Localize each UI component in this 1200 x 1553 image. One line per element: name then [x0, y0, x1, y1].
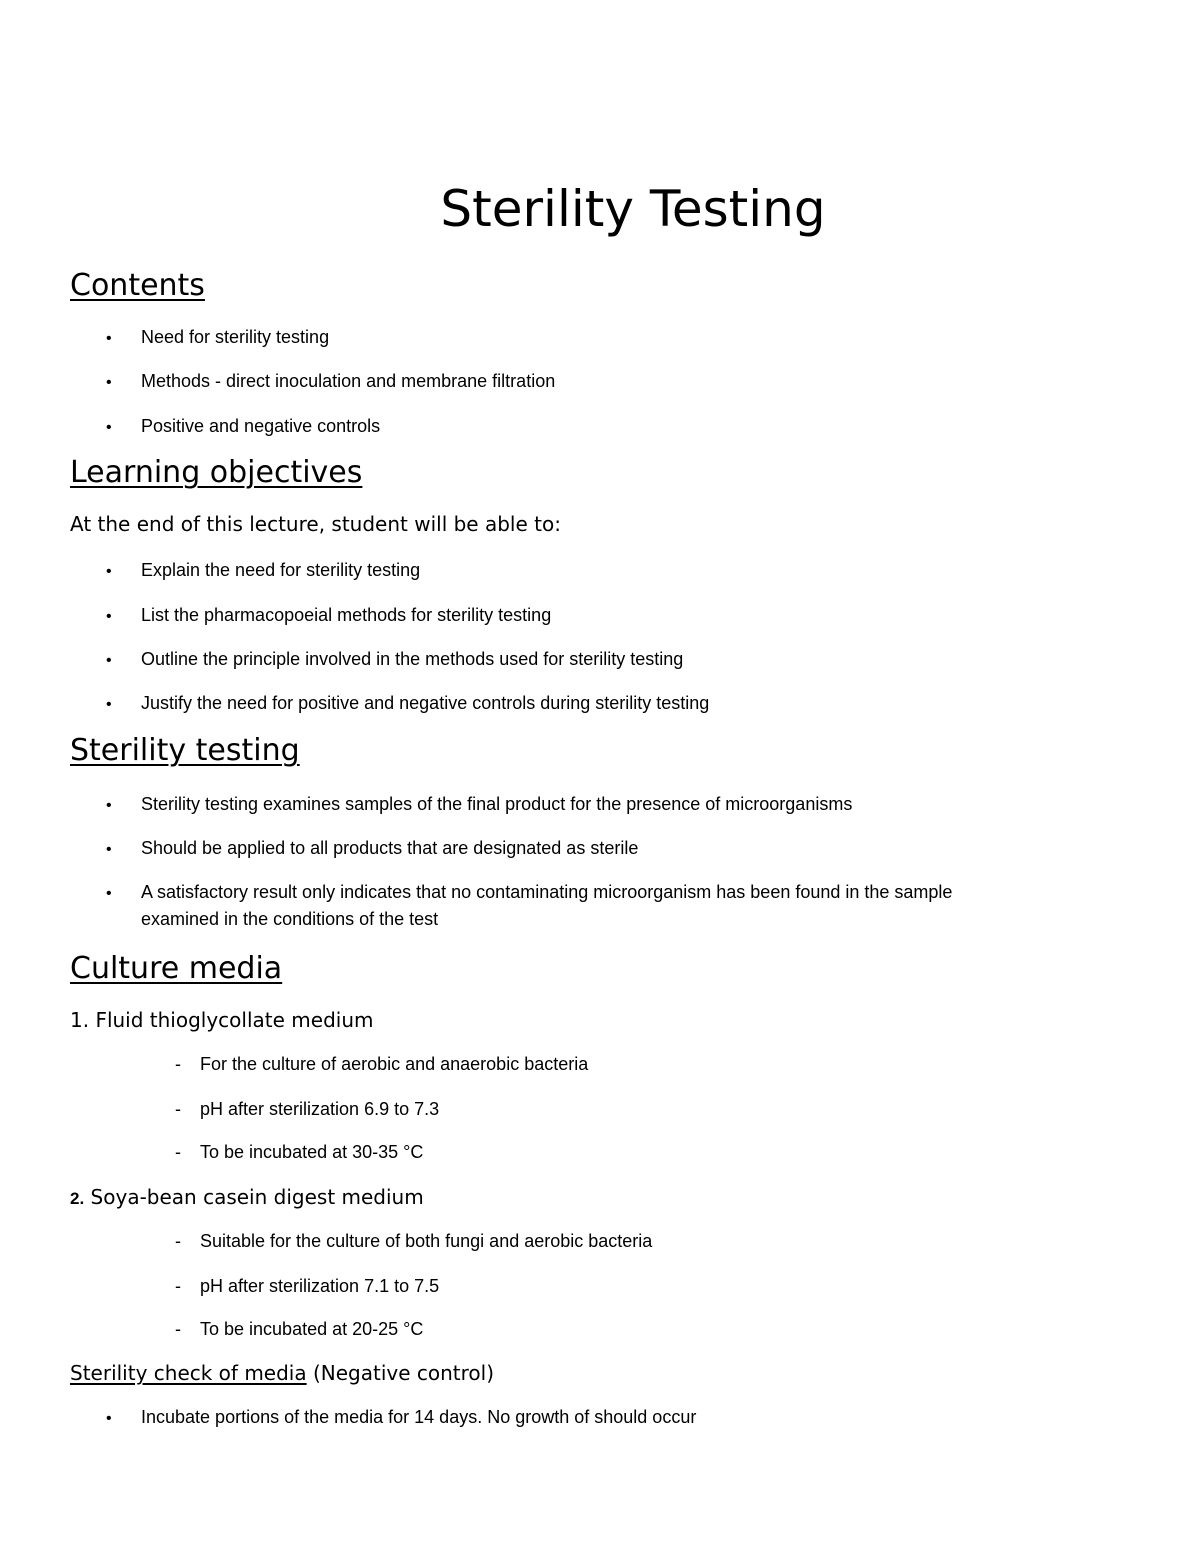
- bullet-icon: •: [106, 374, 112, 391]
- objectives-heading: Learning objectives: [70, 455, 363, 490]
- medium-2-item: To be incubated at 20-25 °C: [200, 1319, 424, 1339]
- medium-2-item: pH after sterilization 7.1 to 7.5: [200, 1276, 440, 1296]
- bullet-icon: •: [106, 419, 112, 436]
- bullet-icon: •: [106, 563, 112, 580]
- medium-2-title-line: [70, 1185, 424, 1209]
- page-title: Sterility Testing: [440, 180, 826, 238]
- medium-2-number: 2.: [70, 1189, 85, 1208]
- check-heading-line: [70, 1361, 494, 1385]
- dash-icon: -: [175, 1319, 181, 1339]
- bullet-icon: •: [106, 1410, 112, 1427]
- sterility-heading: Sterility testing: [70, 733, 300, 768]
- bullet-icon: •: [106, 841, 112, 858]
- check-item: Incubate portions of the media for 14 days. No growth of should occur: [141, 1407, 697, 1427]
- medium-1-title: 1. Fluid thioglycollate medium: [70, 1008, 374, 1032]
- sterility-item: Should be applied to all products that are designated as sterile: [141, 838, 639, 858]
- dash-icon: -: [175, 1231, 181, 1251]
- objectives-intro: At the end of this lecture, student will be able to:: [70, 512, 561, 536]
- dash-icon: -: [175, 1276, 181, 1296]
- medium-2-title: Soya-bean casein digest medium: [90, 1185, 424, 1209]
- culture-heading: Culture media: [70, 951, 283, 986]
- dash-icon: -: [175, 1054, 181, 1074]
- sterility-item: A satisfactory result only indicates that no contaminating microorganism has been found in the sample: [141, 882, 953, 902]
- bullet-icon: •: [106, 696, 112, 713]
- bullet-icon: •: [106, 797, 112, 814]
- sterility-item-continuation: examined in the conditions of the test: [141, 909, 439, 929]
- check-heading: Sterility check of media: [70, 1361, 307, 1385]
- bullet-icon: •: [106, 330, 112, 347]
- medium-1-item: For the culture of aerobic and anaerobic bacteria: [200, 1054, 589, 1074]
- contents-item: Need for sterility testing: [141, 327, 330, 347]
- medium-1-item: To be incubated at 30-35 °C: [200, 1142, 424, 1162]
- contents-item: Methods - direct inoculation and membrane filtration: [141, 371, 556, 391]
- dash-icon: -: [175, 1142, 181, 1162]
- medium-1-item: pH after sterilization 6.9 to 7.3: [200, 1099, 440, 1119]
- objective-item: Justify the need for positive and negative controls during sterility testing: [141, 693, 710, 713]
- bullet-icon: •: [106, 885, 112, 902]
- objective-item: Explain the need for sterility testing: [141, 560, 421, 580]
- contents-heading: Contents: [70, 268, 205, 303]
- objective-item: Outline the principle involved in the methods used for sterility testing: [141, 649, 684, 669]
- check-heading-note: (Negative control): [312, 1361, 495, 1385]
- sterility-item: Sterility testing examines samples of the final product for the presence of microorganisms: [141, 794, 853, 814]
- bullet-icon: •: [106, 652, 112, 669]
- dash-icon: -: [175, 1099, 181, 1119]
- medium-2-item: Suitable for the culture of both fungi and aerobic bacteria: [200, 1231, 653, 1251]
- objective-item: List the pharmacopoeial methods for sterility testing: [141, 605, 552, 625]
- bullet-icon: •: [106, 608, 112, 625]
- contents-item: Positive and negative controls: [141, 416, 381, 436]
